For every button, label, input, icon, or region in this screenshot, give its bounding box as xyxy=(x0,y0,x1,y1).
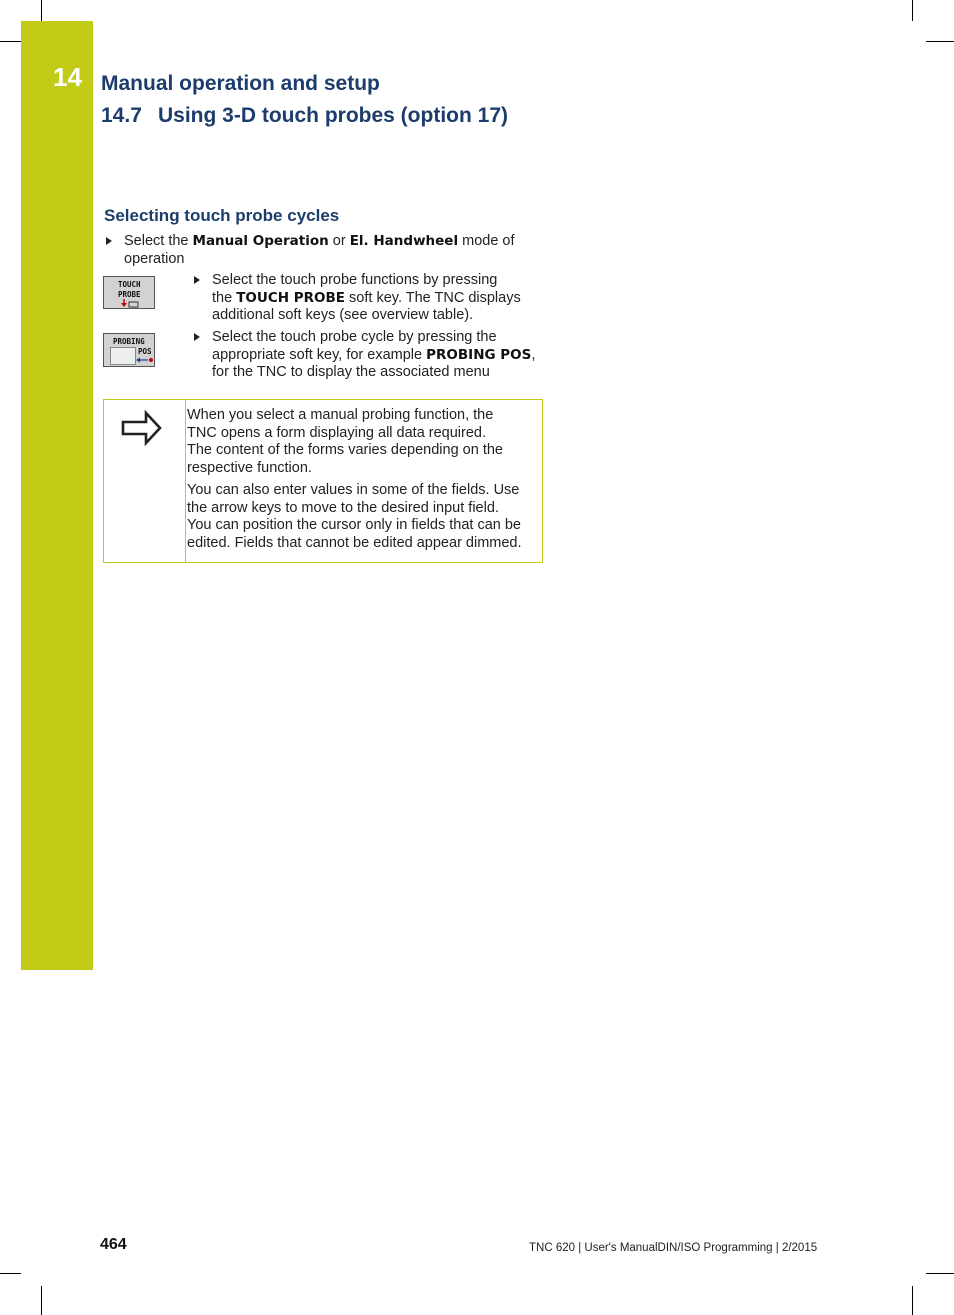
note-arrow-icon xyxy=(120,410,164,446)
footer-text: TNC 620 | User's ManualDIN/ISO Programming | 2/2015 xyxy=(529,1242,818,1254)
section-title xyxy=(101,104,508,128)
bullet-arrow-icon xyxy=(106,237,112,245)
softkey-label-line2: PROBE xyxy=(118,290,141,299)
bullet-arrow-icon xyxy=(194,276,200,284)
crop-mark xyxy=(0,41,21,42)
crop-mark xyxy=(926,1273,954,1274)
crop-mark xyxy=(912,0,913,21)
crop-mark xyxy=(926,41,954,42)
probing-pos-softkey[interactable] xyxy=(103,333,155,367)
crop-mark xyxy=(912,1286,913,1315)
bullet-arrow-icon xyxy=(194,333,200,341)
step-select-mode: Select the Manual Operation or El. Handwheel mode of operation xyxy=(124,233,524,268)
manual-operation-key: Manual Operation xyxy=(192,233,329,249)
step-select-probe-functions: Select the touch probe functions by pressing the TOUCH PROBE soft key. The TNC displays additional soft keys (see overview table). xyxy=(212,272,542,325)
chapter-sidebar xyxy=(21,21,93,970)
touch-probe-softkey[interactable] xyxy=(103,276,155,309)
crop-mark xyxy=(41,0,42,21)
subsection-heading: Selecting touch probe cycles xyxy=(104,206,340,225)
step-select-probe-cycle: Select the touch probe cycle by pressing the appropriate soft key, for example PROBING POS, for the TNC to display the associated menu xyxy=(212,329,542,382)
section-name: Using 3-D touch probes (option 17) xyxy=(158,104,508,127)
note-paragraph-2: You can also enter values in some of the fields. Use the arrow keys to move to the desired input field. You can position the cursor only in fields that can be edited. Fields that cannot be edited appear dimmed. xyxy=(187,482,522,551)
chapter-title: Manual operation and setup xyxy=(101,72,380,95)
probe-icon xyxy=(119,299,141,308)
softkey-label-line1: TOUCH xyxy=(118,280,141,289)
softkey-label-line1: PROBING xyxy=(113,337,145,346)
softkey-image xyxy=(110,347,136,365)
touch-probe-key: TOUCH PROBE xyxy=(236,289,346,306)
page-number: 464 xyxy=(100,1236,127,1253)
el-handwheel-key: El. Handwheel xyxy=(349,233,459,249)
probing-arrow-icon xyxy=(136,357,154,363)
section-number: 14.7 xyxy=(101,104,142,127)
crop-mark xyxy=(41,1286,42,1315)
crop-mark xyxy=(0,1273,21,1274)
probing-pos-key: PROBING POS xyxy=(426,346,532,363)
chapter-number: 14 xyxy=(53,62,82,92)
note-paragraph-1: When you select a manual probing function, the TNC opens a form displaying all data required. The content of the forms varies depending on the respective function. xyxy=(187,407,503,476)
softkey-label-line2: POS xyxy=(138,347,152,356)
note-divider xyxy=(185,400,186,562)
